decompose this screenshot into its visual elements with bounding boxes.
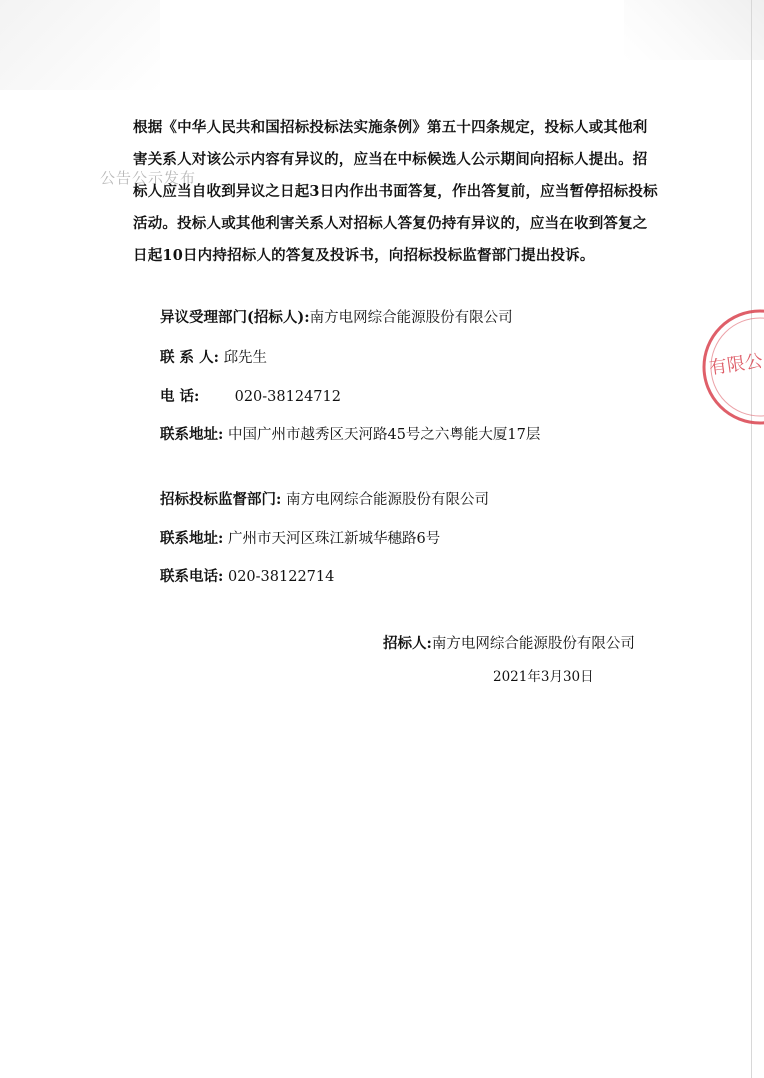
supervision-address-value: 广州市天河区珠江新城华穗路6号 <box>227 531 441 547</box>
signature-date: 2021年3月30日 <box>493 669 594 685</box>
signature-org-line <box>383 632 635 653</box>
supervision-address-label: 联系地址: <box>160 530 224 547</box>
objection-dept-label: 异议受理部门(招标人): <box>160 309 310 326</box>
watermark-text: 公告公示发布 <box>100 169 197 187</box>
company-seal <box>690 302 764 432</box>
objection-phone-line <box>160 385 341 406</box>
objection-dept-line <box>160 306 513 327</box>
objection-address-value: 中国广州市越秀区天河路45号之六粤能大厦17层 <box>227 427 541 443</box>
objection-phone-value: 020-38124712 <box>234 389 341 405</box>
contact-person-line <box>160 346 267 367</box>
objection-phone-label: 电 话: <box>160 388 200 405</box>
signature-org-label: 招标人: <box>383 635 432 652</box>
supervision-phone-label: 联系电话: <box>160 568 224 585</box>
signature-org-value: 南方电网综合能源股份有限公司 <box>431 636 635 652</box>
supervision-phone-line <box>160 565 334 586</box>
supervision-phone-value: 020-38122714 <box>227 569 335 585</box>
objection-address-label: 联系地址: <box>160 426 224 443</box>
objection-dept-value: 南方电网综合能源股份有限公司 <box>309 310 513 326</box>
supervision-dept-label: 招标投标监督部门: <box>160 491 282 508</box>
scan-right-border <box>751 0 752 1078</box>
notice-paragraph: 根据《中华人民共和国招标投标法实施条例》第五十四条规定，投标人或其他利害关系人对该公示内容有异议的，应当在中标候选人公示期间向招标人提出。招标人应当自收到异议之日起3日内作出书面答复，作出答复前，应当暂停招标投标活动。投标人或其他利害关系人对招标人答复仍持有异议的，应当在收到答复之日起10日内持招标人的答复及投诉书，向招标投标监督部门提出投诉。 <box>133 119 658 264</box>
contact-person-value: 邱先生 <box>223 350 268 366</box>
supervision-address-line <box>160 527 440 548</box>
objection-address-line <box>160 423 540 444</box>
scan-shadow-top-right <box>624 0 764 60</box>
supervision-dept-value: 南方电网综合能源股份有限公司 <box>285 492 489 508</box>
seal-text: 有限公 <box>707 350 764 379</box>
contact-person-label: 联 系 人: <box>160 349 219 366</box>
scan-shadow-top-left <box>0 0 160 90</box>
supervision-dept-line <box>160 488 489 509</box>
